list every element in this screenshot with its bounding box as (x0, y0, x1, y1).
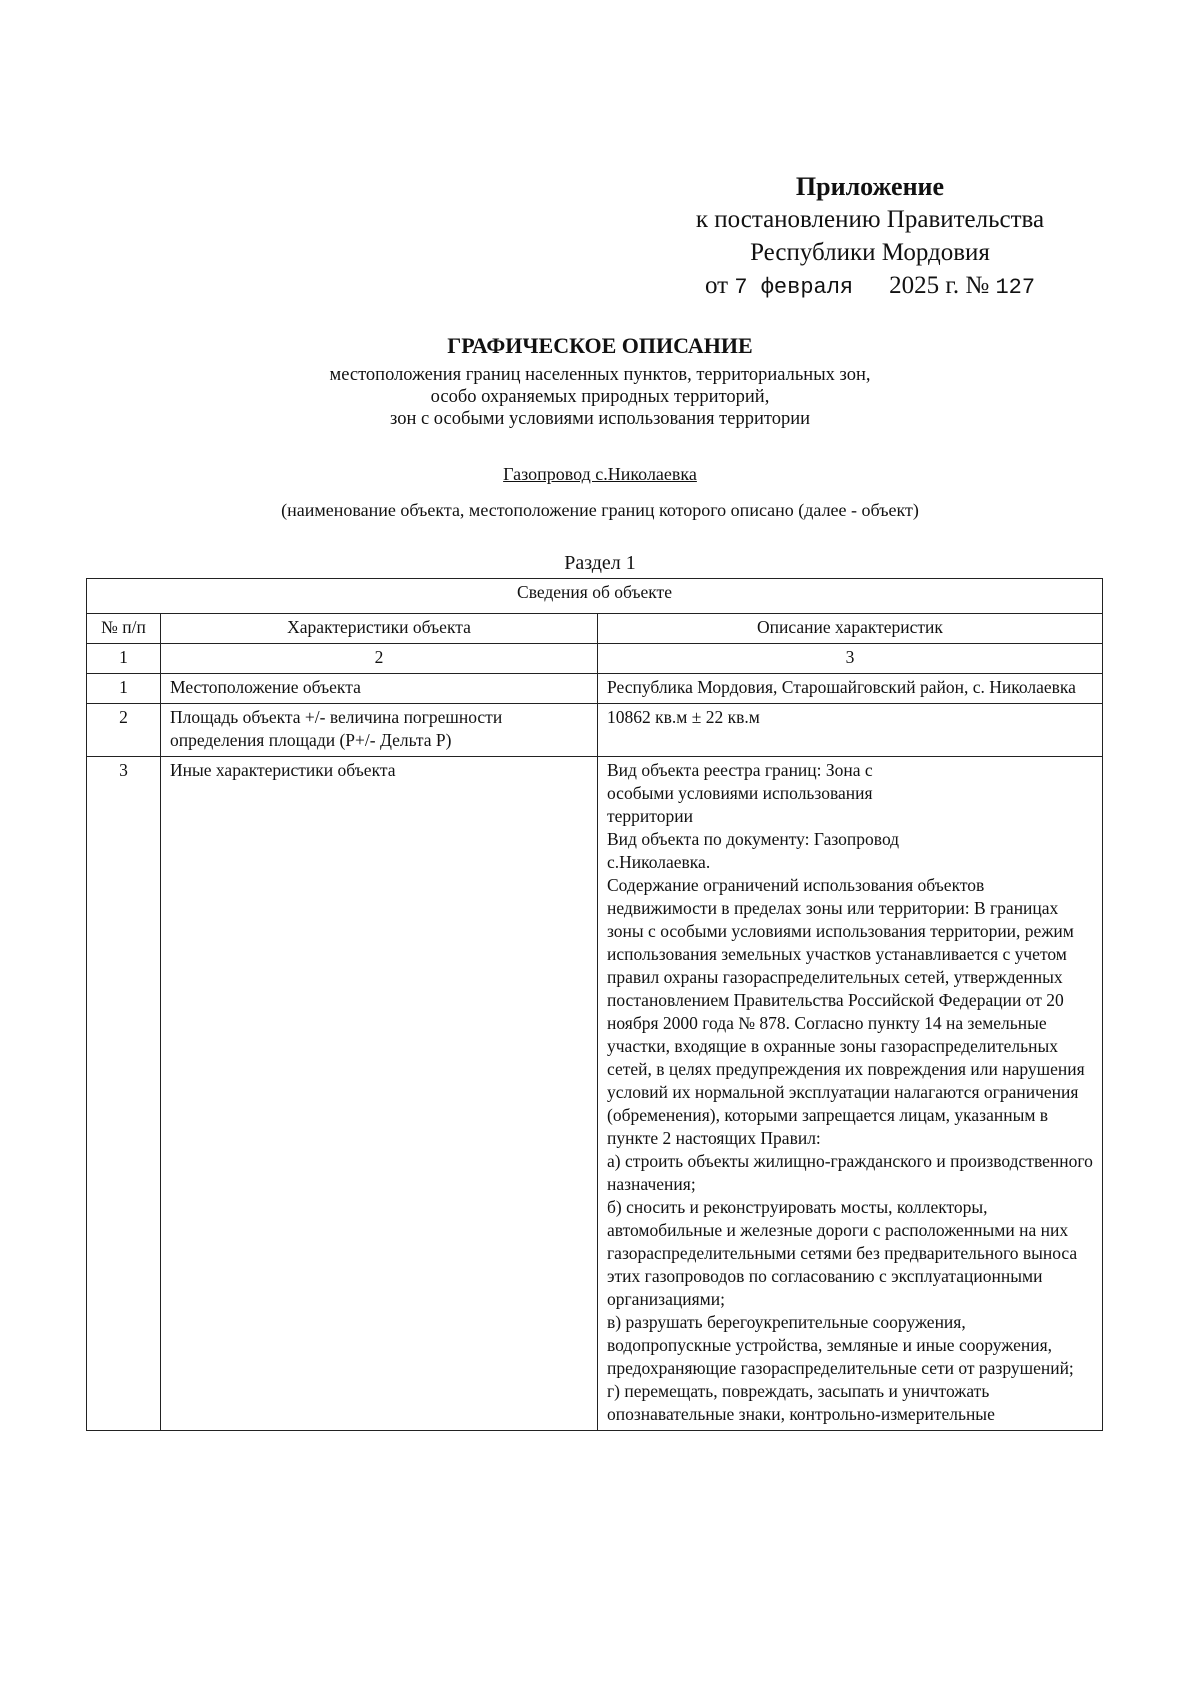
row-description (598, 704, 1103, 757)
row-number: 2 (87, 704, 161, 757)
table-row (87, 674, 1103, 704)
description-paragraph: Вид объекта по документу: Газопровод (607, 829, 900, 849)
table-caption-row (87, 579, 1103, 614)
description-paragraph: Содержание ограничений использования объектов недвижимости в пределах зоны или территории: В границах зоны с особыми условиями использования территории, режим использования земельных участков устанавливается с учетом правил охраны газораспределительных сетей, утвержденных постановлением Правительства Российской Федерации от 20 ноября 2000 года № 878. Согласно пункту 14 на земельные участки, входящие в охранные зоны газораспределительных сетей, в целях предупреждения их повреждения или нарушения условий их нормальной эксплуатации налагаются ограничения (обременения), которыми запрещается лицам, указанным в пункте 2 настоящих Правил: (607, 875, 1085, 1148)
resolution-number: 127 (995, 275, 1036, 300)
row-number: 3 (87, 757, 161, 1431)
header-number: № п/п (87, 614, 161, 644)
document-title: ГРАФИЧЕСКОЕ ОПИСАНИЕ (447, 333, 753, 358)
object-caption: (наименование объекта, местоположение границ которого описано (далее - объект) (281, 500, 919, 520)
description-paragraph: а) строить объекты жилищно-гражданского и производственного назначения; (607, 1151, 1093, 1194)
column-number-row (87, 644, 1103, 674)
column-number: 1 (87, 644, 161, 674)
appendix-date-line (650, 269, 1090, 304)
table-header-row (87, 614, 1103, 644)
description-paragraph: с.Николаевка. (607, 852, 711, 872)
heading-line-3: зон с особыми условиями использования территории (390, 409, 810, 429)
date-value: 7 февраля (734, 275, 854, 300)
row-characteristic: Местоположение объекта (161, 674, 598, 704)
appendix-line-2: Республики Мордовия (750, 239, 990, 266)
appendix-title: Приложение (795, 172, 945, 201)
description-paragraph: г) перемещать, повреждать, засыпать и уничтожать опознавательные знаки, контрольно-измерительные (607, 1381, 995, 1424)
object-name: Газопровод с.Николаевка (503, 464, 697, 484)
column-number: 3 (598, 644, 1103, 674)
appendix-block (650, 170, 1090, 304)
description-paragraph: особыми условиями использования (607, 783, 873, 803)
row-number: 1 (87, 674, 161, 704)
table-row (87, 704, 1103, 757)
table-row (87, 757, 1103, 1431)
header-description: Описание характеристик (598, 614, 1103, 644)
date-prefix: от (704, 272, 729, 299)
row-characteristic: Иные характеристики объекта (161, 757, 598, 1431)
description-paragraph: Вид объекта реестра границ: Зона с (607, 760, 873, 780)
appendix-line-1: к постановлению Правительства (695, 206, 1045, 233)
row-description (598, 757, 1103, 1431)
row-characteristic: Площадь объекта +/- величина погрешности определения площади (Р+/- Дельта Р) (161, 704, 598, 757)
section-label: Раздел 1 (564, 552, 636, 574)
column-number: 2 (161, 644, 598, 674)
header-characteristic: Характеристики объекта (161, 614, 598, 644)
heading-line-1: местоположения границ населенных пунктов, территориальных зон, (329, 365, 871, 385)
year-part: 2025 г. № (889, 272, 990, 299)
description-paragraph: Республика Мордовия, Старошайговский район, с. Николаевка (607, 677, 1076, 697)
description-paragraph: б) сносить и реконструировать мосты, коллекторы, автомобильные и железные дороги с расположенными на них газораспределительными сетями без предварительного выноса этих газопроводов по согласованию с эксплуатационными организациями; (607, 1197, 1078, 1309)
table-caption: Сведения об объекте (87, 579, 1103, 614)
object-name-block (0, 462, 1200, 522)
document-heading (0, 332, 1200, 430)
description-paragraph: территории (607, 806, 693, 826)
object-info-table (86, 578, 1103, 1431)
description-paragraph: в) разрушать берегоукрепительные сооружения, водопропускные устройства, земляные и иные сооружения, предохраняющие газораспределительные сети от разрушений; (607, 1312, 1074, 1378)
row-description (598, 674, 1103, 704)
description-paragraph: 10862 кв.м ± 22 кв.м (607, 707, 760, 727)
heading-line-2: особо охраняемых природных территорий, (430, 387, 770, 407)
